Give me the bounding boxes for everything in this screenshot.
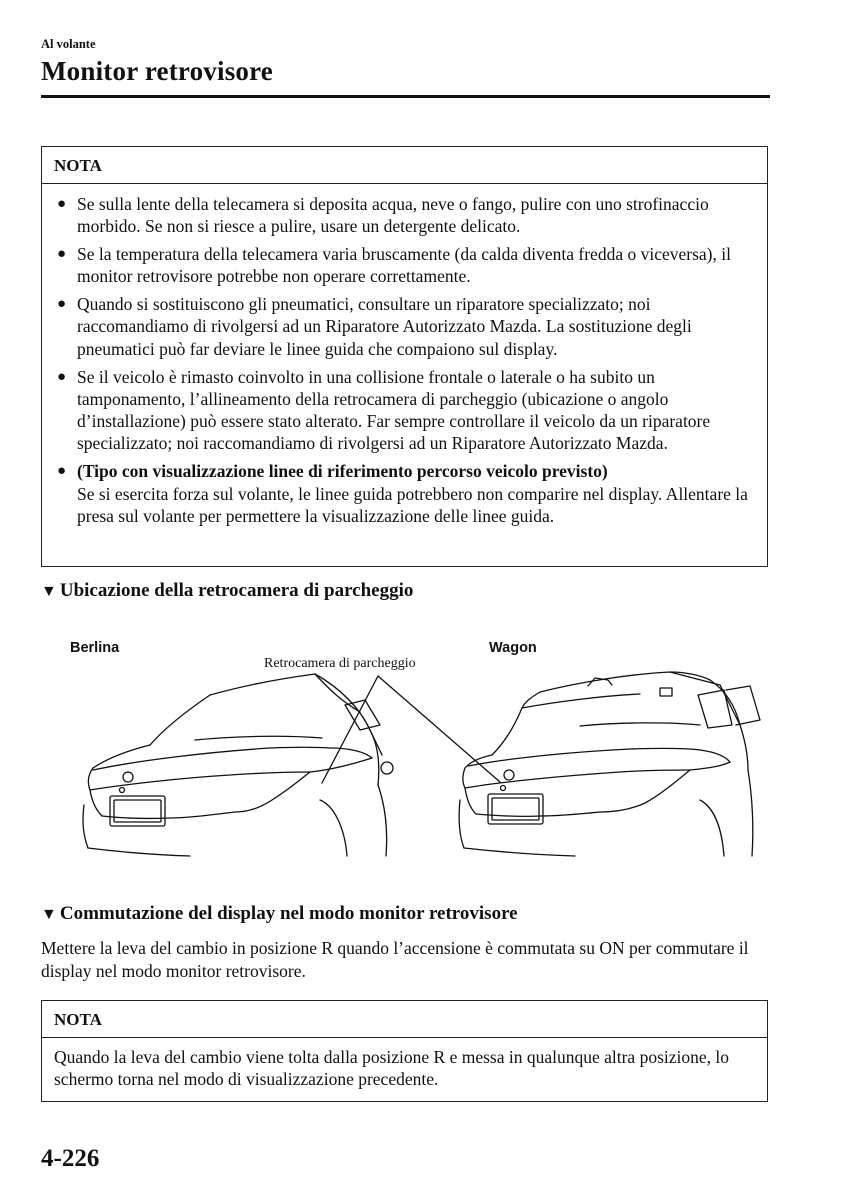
wagon-drawing: [459, 672, 760, 856]
callout-line-wagon: [378, 676, 500, 782]
note-item-text: Se si esercita forza sul volante, le linee guida potrebbero non comparire nel display. Allentare la presa sul volante per permettere la visualizzazione delle linee guida.: [77, 483, 748, 526]
note-box: [41, 1000, 768, 1102]
note-heading: NOTA: [42, 147, 767, 184]
note-item-bold: (Tipo con visualizzazione linee di riferimento percorso veicolo previsto): [77, 461, 608, 482]
bullet-icon: ●: [57, 463, 67, 480]
note-item: [54, 293, 755, 360]
bullet-icon: ●: [57, 368, 67, 385]
label-wagon: Wagon: [489, 640, 537, 656]
note-item: [54, 460, 755, 527]
page-number: 4-226: [41, 1145, 100, 1172]
section-label: Al volante: [41, 37, 96, 51]
note-heading: NOTA: [42, 1001, 767, 1038]
note-text: Quando la leva del cambio viene tolta dalla posizione R e messa in qualunque altra posizione, lo schermo torna nel modo di visualizzazione precedente.: [54, 1047, 730, 1090]
note-item-text: Se il veicolo è rimasto coinvolto in una collisione frontale o laterale o ha subito un tamponamento, l’allineamento della retrocamera di parcheggio (ubicazione o angolo d’installazione) può essere stato alterato. Far sempre controllare il veicolo da un riparatore specializzato; noi raccomandiamo di rivolgersi ad un Riparatore Autorizzato Mazda.: [77, 366, 711, 454]
note-item: [54, 366, 755, 455]
note-body: [42, 184, 767, 536]
triangle-down-icon: ▼: [41, 906, 57, 923]
camera-location-figure: [60, 630, 760, 865]
note-item: [54, 243, 755, 288]
label-berlina: Berlina: [70, 640, 120, 656]
bullet-icon: ●: [57, 196, 67, 212]
subsection-heading: [41, 903, 518, 925]
body-paragraph: Mettere la leva del cambio in posizione R quando l’accensione è commutata su ON per commutare il display nel modo monitor retrovisore.: [41, 938, 749, 981]
note-body: [42, 1038, 767, 1100]
subsection-heading-text: Ubicazione della retrocamera di parcheggio: [59, 580, 414, 601]
bullet-icon: ●: [57, 246, 67, 263]
sedan-drawing: [83, 674, 393, 856]
subsection-heading-text: Commutazione del display nel modo monitor retrovisore: [59, 903, 518, 924]
note-item-text: Quando si sostituiscono gli pneumatici, consultare un riparatore specializzato; noi raccomandiamo di rivolgersi ad un Riparatore Autorizzato Mazda. La sostituzione degli pneumatici può far deviare le linee guida che compaiono sul display.: [77, 294, 692, 359]
title-rule: [41, 95, 770, 98]
note-list: [54, 193, 755, 527]
note-item-text: Se la temperatura della telecamera varia bruscamente (da calda diventa fredda o viceversa), il monitor retrovisore potrebbe non operare correttamente.: [77, 244, 731, 287]
note-box: [41, 146, 768, 567]
triangle-down-icon: ▼: [41, 583, 57, 600]
note-item-text: Se sulla lente della telecamera si deposita acqua, neve o fango, pulire con uno strofinaccio morbido. Se non si riesce a pulire, usare un detergente delicato.: [77, 194, 709, 237]
page-title: Monitor retrovisore: [41, 56, 273, 86]
bullet-icon: ●: [57, 296, 67, 313]
note-item: [54, 193, 755, 238]
subsection-heading: [41, 580, 413, 602]
camera-callout-label: Retrocamera di parcheggio: [264, 656, 416, 671]
cars-illustration: [60, 630, 760, 865]
